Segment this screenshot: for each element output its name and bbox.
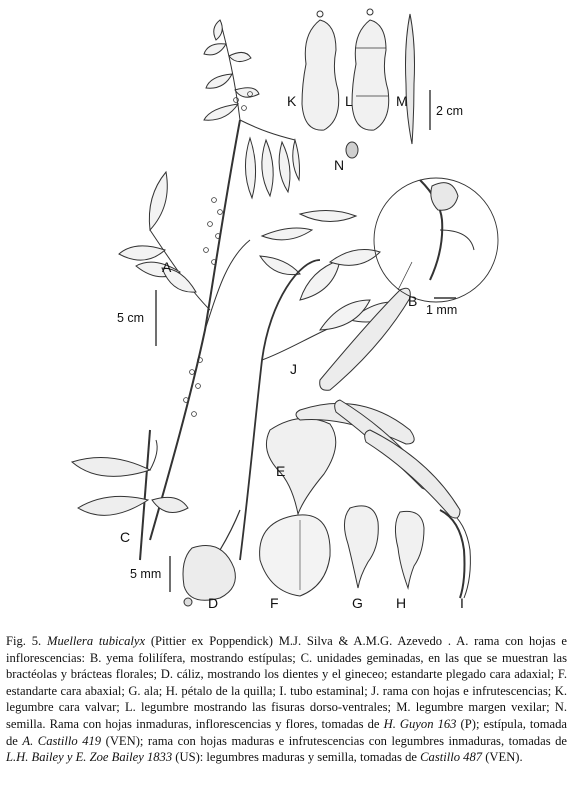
panel-label-d: D [208, 595, 219, 611]
panel-l-legume-fissures [352, 9, 389, 130]
caption-end: (VEN). [482, 750, 523, 765]
panel-m-legume-margin [406, 14, 415, 144]
panel-d-calyx [183, 510, 240, 606]
voucher-castillo-487: Castillo 487 [420, 750, 483, 765]
panel-label-m: M [396, 93, 408, 109]
panel-label-l: L [345, 93, 353, 109]
species-name: Muellera tubicalyx [46, 634, 146, 648]
panel-label-k: K [287, 93, 297, 109]
caption-body: (Pittier ex Poppendick) M.J. Silva & A.M.G. Azevedo . A. rama con hojas e inflorescencias: B. yema folilífera, mostrando estípulas; C. unidades geminadas, en las que se muestran las bractéolas y brácteas florales; D. cáliz, mostrando los dientes y el gineceo; estandarte plegado cara adaxial; F. estandarte cara abaxial; G. ala; H. pétalo de la quilla; I. tubo estaminal; J. rama con hojas e infrutescencias; K. legumbre cara valvar; L. legumbre mostrando las fisuras dorso-ventrales; M. legumbre margen vexilar; N. semilla. Rama con hojas inmaduras, inflorescencias y flores, tomadas de [6, 634, 567, 731]
panel-label-i: I [460, 595, 464, 611]
voucher-bailey: L.H. Bailey y E. Zoe Bailey 1833 [6, 750, 173, 765]
voucher-guyon: H. Guyon 163 [383, 716, 457, 731]
scale-label-5mm: 5 mm [130, 567, 162, 581]
figure-caption [6, 633, 567, 766]
panel-label-h: H [396, 595, 407, 611]
scale-label-2cm: 2 cm [436, 104, 464, 118]
panel-n-seed [346, 142, 358, 158]
panel-label-j: J [290, 361, 297, 377]
voucher-castillo-419: A. Castillo 419 [22, 733, 102, 748]
panel-i-staminal-tube [440, 510, 470, 598]
panel-label-g: G [352, 595, 363, 611]
scale-label-5cm: 5 cm [117, 311, 145, 325]
panel-g-wing [344, 506, 378, 588]
panel-label-f: F [270, 595, 279, 611]
panel-label-e: E [276, 463, 286, 479]
panel-h-keel-petal [395, 511, 424, 588]
caption-text-3: (VEN); rama con hojas maduras e infrutescencias con legumbres inmaduras, tomadas de [101, 733, 568, 748]
caption-prefix: Fig. 5. [6, 634, 47, 648]
caption-text-2: (P); estípula, tomada de [6, 716, 567, 748]
panel-k-legume-valve [302, 11, 339, 130]
caption-text-4: (US): legumbres maduras y semilla, tomadas de [172, 750, 421, 765]
panel-label-n: N [334, 157, 345, 173]
scale-label-1mm: 1 mm [426, 303, 458, 317]
panel-f-standard-abaxial [260, 515, 330, 596]
panel-label-c: C [120, 529, 131, 545]
panel-b-leaf-bud [374, 178, 498, 302]
panel-label-a: A [162, 259, 172, 275]
panel-label-b: B [408, 293, 418, 309]
